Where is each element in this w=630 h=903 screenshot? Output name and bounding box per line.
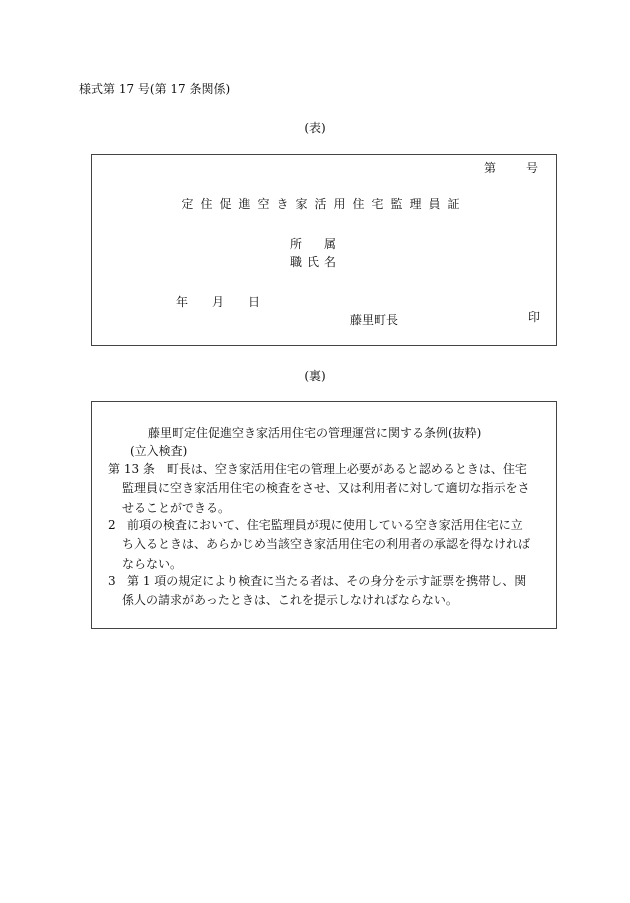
paragraph-line: 第 13 条 町長は、空き家活用住宅の管理上必要があると認めるときは、住宅 (108, 462, 527, 476)
paragraph-number: 2 (108, 518, 116, 532)
article-heading: (立入検査) (130, 444, 188, 458)
paragraph-number: 3 (108, 574, 116, 588)
paragraph-line: ならない。 (122, 556, 183, 571)
form-number: 様式第 17 号(第 17 条関係) (79, 82, 231, 96)
number-suffix: 号 (525, 161, 538, 175)
back-side-label: (裏) (304, 369, 326, 383)
paragraph-line: 2 前項の検査において、住宅監理員が現に使用している空き家活用住宅に立 (108, 516, 548, 535)
date-day: 日 (248, 295, 261, 309)
paragraph-number: 第 13 条 (108, 462, 155, 476)
issue-date (176, 293, 260, 310)
affiliation-label: 所属 (290, 237, 359, 251)
name-label: 職氏名 (290, 255, 342, 269)
certificate-back (91, 401, 557, 629)
date-year: 年 (176, 295, 189, 309)
ordinance-title: 藤里町定住促進空き家活用住宅の管理運営に関する条例(抜粋) (148, 426, 482, 440)
paragraph-2 (108, 516, 548, 574)
number-prefix: 第 (483, 161, 496, 175)
paragraph-line: せることができる。 (122, 500, 231, 515)
paragraph-line: 3 第 1 項の規定により検査に当たる者は、その身分を示す証票を携帯し、関 (108, 572, 548, 591)
date-month: 月 (212, 295, 225, 309)
paragraph-line: 係人の請求があったときは、これを提示しなければならない。 (122, 593, 458, 608)
paragraph-3 (108, 572, 548, 611)
front-side-label: (表) (304, 121, 326, 135)
certificate-title: 定住促進空き家活用住宅監理員証 (181, 197, 467, 211)
paragraph-1 (108, 460, 548, 518)
issuer-name: 藤里町長 (350, 313, 399, 327)
seal-mark: 印 (528, 310, 541, 324)
paragraph-line: ち入るときは、あらかじめ当該空き家活用住宅の利用者の承認を得なければ (122, 537, 531, 552)
paragraph-line: 監理員に空き家活用住宅の検査をさせ、又は利用者に対して適切な指示をさ (122, 481, 530, 496)
certificate-front (91, 154, 557, 346)
certificate-number (484, 159, 538, 176)
